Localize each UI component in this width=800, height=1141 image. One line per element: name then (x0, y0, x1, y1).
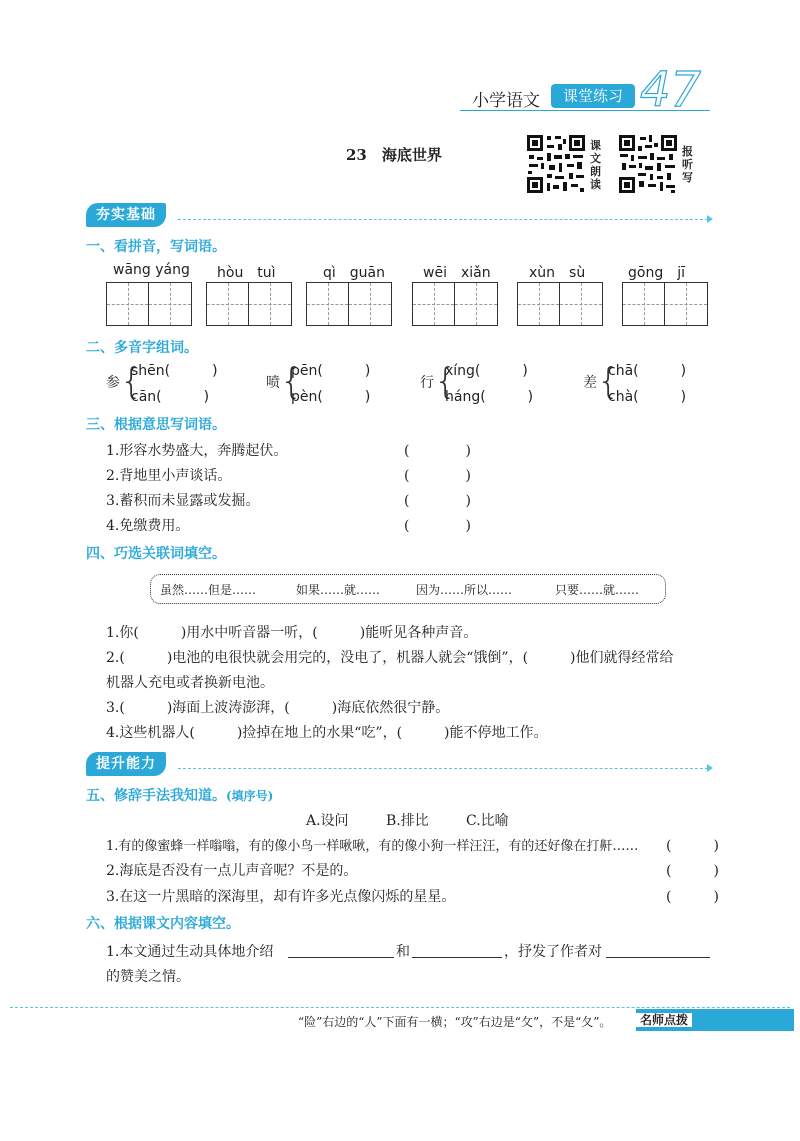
polyphone-answer[interactable]: chā( ) (608, 363, 687, 379)
qr-label-dictation (682, 145, 694, 184)
conjunction-option: 因为……所以…… (416, 583, 513, 597)
answer-blank[interactable]: ( ) (404, 468, 471, 484)
question-6-title: 六、根据课文内容填空。 (86, 916, 240, 932)
footer-divider (10, 1007, 790, 1008)
definition-item: 1.形容水势盛大，奔腾起伏。 (106, 443, 288, 459)
arrow-right-icon (707, 215, 713, 223)
polyphone-answer[interactable]: cān( ) (131, 389, 210, 405)
qr-label-reading (590, 139, 602, 191)
qr-label-char: 课 (590, 139, 601, 152)
qr-label-char: 写 (682, 171, 693, 184)
arrow-right-icon (707, 764, 713, 772)
question-3-title: 三、根据意思写词语。 (86, 417, 226, 433)
writing-grid[interactable] (412, 282, 498, 326)
pinyin-label: wēi xiǎn (423, 265, 491, 281)
answer-blank[interactable]: ( ) (404, 443, 471, 459)
brace-icon: { (280, 361, 303, 402)
polyphone-char: 行 (420, 375, 434, 391)
header-tag: 课堂练习 (551, 84, 635, 108)
polyphone-answer[interactable]: háng( ) (445, 389, 534, 405)
definition-item: 2.背地里小声谈话。 (106, 468, 232, 484)
summary-end: 的赞美之情。 (106, 969, 190, 985)
summary-and: 和 (396, 944, 410, 960)
brace-icon: { (434, 361, 457, 402)
rhetoric-item: 3.在这一片黑暗的深海里，却有许多光点像闪烁的星星。 (106, 889, 456, 905)
answer-line[interactable] (412, 957, 502, 958)
conjunction-option: 如果……就…… (296, 583, 381, 597)
page-number: 47 (640, 62, 702, 118)
question-1-title: 一、看拼音，写词语。 (86, 239, 226, 255)
definition-item: 4.免缴费用。 (106, 518, 190, 534)
answer-line[interactable] (288, 957, 394, 958)
qr-label-char: 文 (590, 152, 601, 165)
qr-label-char: 朗 (590, 165, 601, 178)
qr-label-char: 听 (682, 158, 693, 171)
polyphone-answer[interactable]: xíng( ) (445, 363, 528, 379)
polyphone-answer[interactable]: pēn( ) (291, 363, 371, 379)
section-heading-improve: 提升能力 (86, 752, 166, 776)
pinyin-label: xùn sù (529, 265, 586, 281)
answer-blank[interactable]: ( ) (404, 518, 471, 534)
conjunction-option: 虽然……但是…… (160, 583, 257, 597)
answer-line[interactable] (606, 957, 710, 958)
section-divider (178, 219, 708, 220)
tip-label-text: 名师点拨 (636, 1013, 692, 1027)
pinyin-label: wāng yáng (113, 262, 190, 278)
teacher-tip-label (636, 1009, 794, 1031)
pinyin-label: qì guān (323, 265, 385, 281)
rhetoric-item: 2.海底是否没有一点儿声音呢？不是的。 (106, 863, 358, 879)
writing-grid[interactable] (306, 282, 392, 326)
option-b: B.排比 (386, 813, 429, 829)
polyphone-char: 参 (106, 375, 120, 391)
option-a: A.设问 (306, 813, 349, 829)
pinyin-label: hòu tuì (217, 265, 276, 281)
polyphone-answer[interactable]: pèn( ) (291, 389, 371, 405)
writing-grid[interactable] (622, 282, 708, 326)
answer-blank[interactable]: ( ) (404, 493, 471, 509)
definition-item: 3.蓄积而未显露或发掘。 (106, 493, 260, 509)
qr-label-char: 读 (590, 178, 601, 191)
section-divider (178, 768, 708, 769)
answer-blank[interactable]: ( ) (666, 838, 719, 854)
writing-grid[interactable] (206, 282, 292, 326)
fill-sentence: 1.你( )用水中听音器一听，( )能听见各种声音。 (106, 625, 478, 641)
lesson-title: 23 海底世界 (346, 146, 442, 164)
polyphone-answer[interactable]: chà( ) (608, 389, 687, 405)
polyphone-char: 喷 (266, 375, 280, 391)
question-5-note: (填序号) (226, 789, 274, 803)
writing-grid[interactable] (106, 282, 192, 326)
pinyin-label: gōng jī (628, 265, 685, 281)
teacher-tip-text: “险”右边的“人”下面有一横；“攻”右边是“攵”，不是“夂”。 (298, 1015, 612, 1029)
question-4-title: 四、巧选关联词填空。 (86, 546, 226, 562)
rhetoric-item: 1.有的像蜜蜂一样嗡嗡，有的像小鸟一样啾啾，有的像小狗一样汪汪，有的还好像在打鼾…… (106, 839, 639, 854)
question-5-header (86, 785, 273, 805)
fill-sentence: 机器人充电或者换新电池。 (106, 675, 274, 691)
question-5-title: 五、修辞手法我知道。 (86, 788, 226, 804)
qr-code-dictation-icon[interactable] (617, 133, 679, 195)
option-c: C.比喻 (466, 813, 509, 829)
answer-blank[interactable]: ( ) (666, 889, 719, 905)
fill-sentence: 2.( )电池的电很快就会用完的，没电了，机器人就会“饿倒”，( )他们就得经常给 (106, 650, 674, 666)
brace-icon: { (120, 361, 143, 402)
conjunction-option: 只要……就…… (555, 583, 640, 597)
writing-grid[interactable] (517, 282, 603, 326)
section-heading-basic: 夯实基础 (86, 203, 166, 227)
summary-prefix: 1.本文通过生动具体地介绍 (106, 944, 274, 960)
polyphone-answer[interactable]: shēn( ) (131, 363, 218, 379)
summary-mid: ，抒发了作者对 (504, 944, 602, 960)
qr-label-char: 报 (682, 145, 693, 158)
qr-code-reading-icon[interactable] (525, 133, 587, 195)
header-subject: 小学语文 (472, 91, 540, 111)
question-2-title: 二、多音字组词。 (86, 340, 198, 356)
brace-icon: { (597, 361, 620, 402)
polyphone-char: 差 (583, 375, 597, 391)
fill-sentence: 4.这些机器人( )捡掉在地上的水果“吃”，( )能不停地工作。 (106, 725, 548, 741)
fill-sentence: 3.( )海面上波涛澎湃，( )海底依然很宁静。 (106, 700, 450, 716)
answer-blank[interactable]: ( ) (666, 863, 719, 879)
